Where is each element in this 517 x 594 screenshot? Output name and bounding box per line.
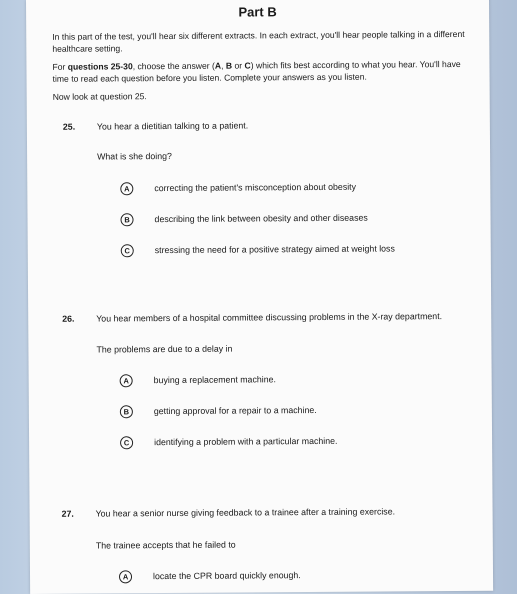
question-stem: The problems are due to a delay in <box>96 343 233 355</box>
option-letter-badge: C <box>121 244 134 257</box>
page-title: Part B <box>238 4 277 20</box>
option-text: describing the link between obesity and other diseases <box>154 212 368 225</box>
instructions-paragraph-2: For questions 25-30, choose the answer (A, B or C) which fits best according to what you hear. You'll have time to read each question before you listen. Complete your answers as you listen. <box>52 58 461 84</box>
question-stem: The trainee accepts that he failed to <box>95 539 236 551</box>
exam-page <box>26 0 493 594</box>
option-letter-badge: A <box>120 182 133 195</box>
question-number: 25. <box>62 121 76 132</box>
option-letter-badge: C <box>120 436 133 449</box>
question-number: 27. <box>61 508 74 519</box>
question-prompt: You hear a dietitian talking to a patient. <box>96 120 249 132</box>
question-stem: What is she doing? <box>97 150 172 162</box>
question-prompt: You hear members of a hospital committee discussing problems in the X-ray department. <box>96 311 443 324</box>
option-text: identifying a problem with a particular machine. <box>154 435 338 448</box>
option-letter-badge: B <box>120 213 133 226</box>
instructions-paragraph-1: In this part of the test, you'll hear six different extracts. In each extract, you'll hear people talking in a different healthcare setting. <box>52 28 465 54</box>
option-text: buying a replacement machine. <box>153 374 276 386</box>
option-letter-badge: A <box>120 374 133 387</box>
question-prompt: You hear a senior nurse giving feedback to a trainee after a training exercise. <box>95 506 396 519</box>
option-text: locate the CPR board quickly enough. <box>152 570 301 582</box>
question-number: 26. <box>62 313 75 324</box>
instructions <box>52 29 478 110</box>
option-letter-badge: A <box>119 570 132 583</box>
option-letter-badge: B <box>120 405 133 418</box>
option-text: stressing the need for a positive strategy aimed at weight loss <box>154 243 395 256</box>
option-text: getting approval for a repair to a machine. <box>153 404 317 417</box>
instructions-paragraph-3: Now look at question 25. <box>52 91 147 102</box>
option-text: correcting the patient's misconception about obesity <box>154 181 357 194</box>
